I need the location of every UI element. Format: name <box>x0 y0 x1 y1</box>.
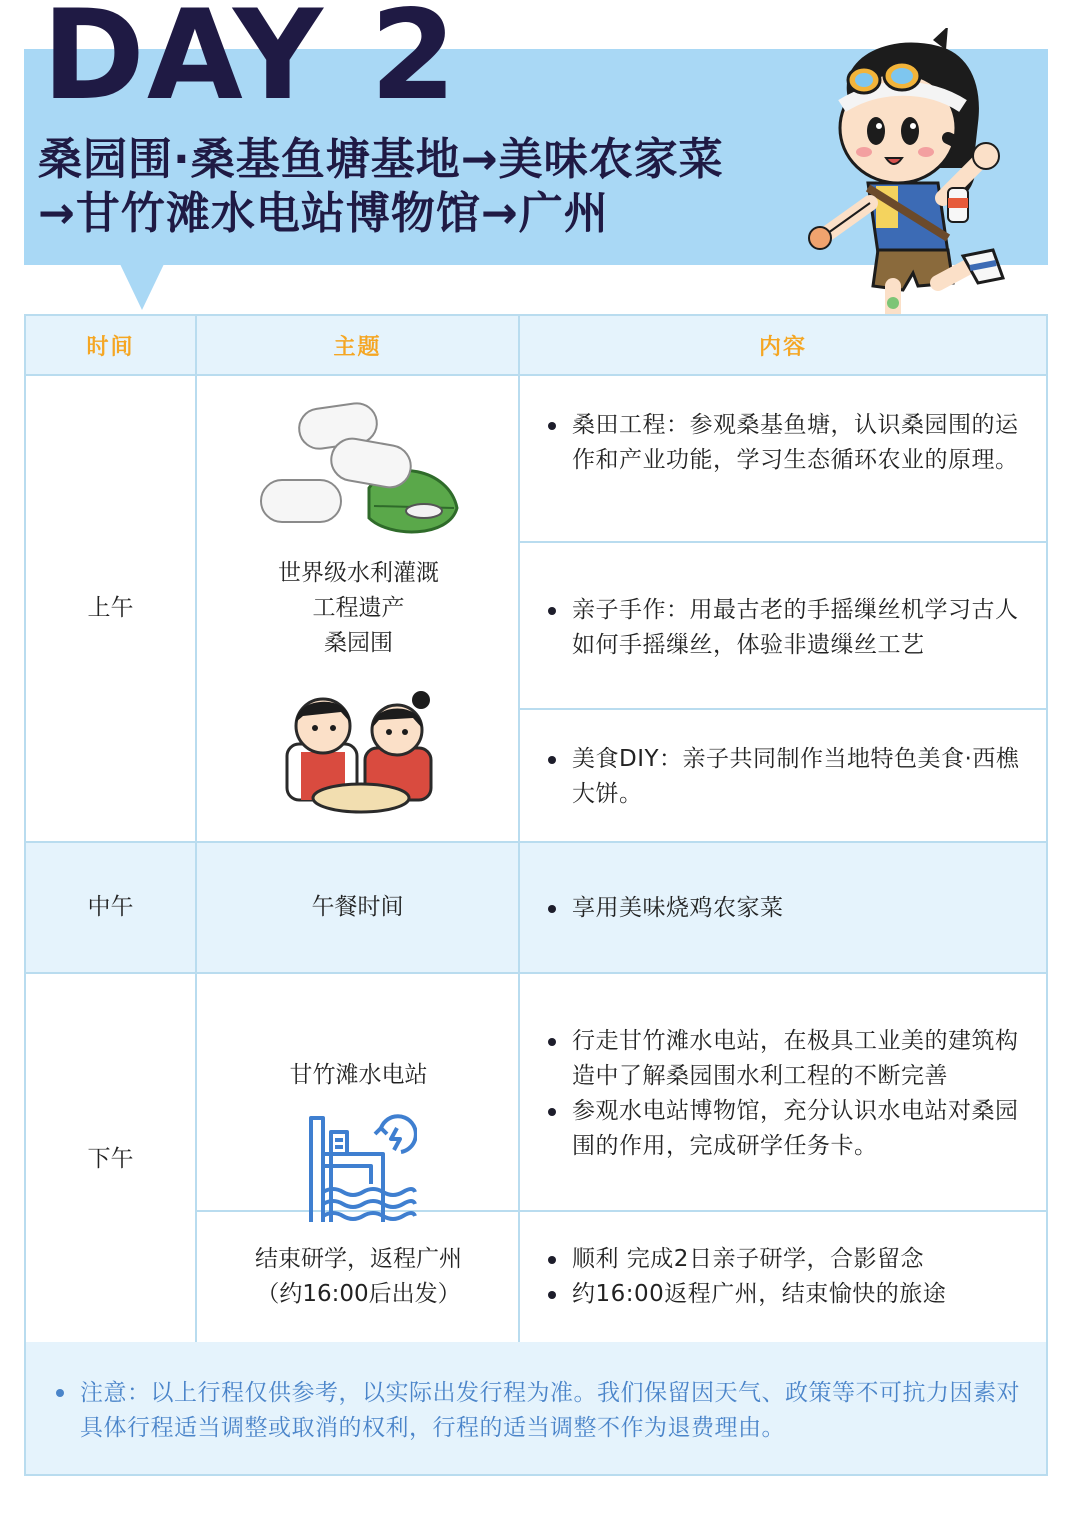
content-cell-noon <box>520 843 1046 974</box>
note-box <box>24 1342 1048 1476</box>
parent-child-cooking-icon <box>281 686 441 816</box>
content-item-morning-1: 桑田工程：参观桑基鱼塘，认识桑园围的运作和产业功能，学习生态循环农业的原理。 <box>544 408 1036 478</box>
content-cell-morning-3 <box>520 710 1046 843</box>
hydropower-station-icon <box>305 1114 417 1226</box>
content-item-morning-3: 美食DIY：亲子共同制作当地特色美食·西樵大饼。 <box>544 742 1036 812</box>
content-cell-afternoon-2 <box>520 1212 1046 1344</box>
content-item-morning-2: 亲子手作：用最古老的手摇缫丝机学习古人如何手摇缫丝，体验非遗缫丝工艺 <box>544 593 1036 663</box>
content-cell-afternoon-1 <box>520 974 1046 1212</box>
time-cell-morning: 上午 <box>26 376 197 843</box>
time-cell-noon: 中午 <box>26 843 197 974</box>
content-item-afternoon-3: 顺利 完成2日亲子研学，合影留念 <box>544 1242 1036 1277</box>
note-text: 注意：以上行程仅供参考，以实际出发行程为准。我们保留因天气、政策等不可抗力因素对具体行程适当调整或取消的权利，行程的适当调整不作为退费理由。 <box>80 1380 1020 1441</box>
theme-cell-afternoon-2 <box>197 1212 520 1344</box>
content-cell-morning-2 <box>520 543 1046 710</box>
theme-afternoon-2-line-1: 结束研学，返程广州 <box>255 1246 462 1272</box>
theme-cell-afternoon-1 <box>197 974 520 1212</box>
column-header-theme: 主题 <box>197 316 520 376</box>
header-pointer <box>120 264 164 310</box>
time-cell-afternoon: 下午 <box>26 974 197 1344</box>
content-item-afternoon-2: 参观水电站博物馆，充分认识水电站对桑园围的作用，完成研学任务卡。 <box>544 1094 1036 1164</box>
content-cell-morning-1 <box>520 376 1046 543</box>
column-header-content: 内容 <box>520 316 1046 376</box>
route-line-1: 桑园围·桑基鱼塘基地→美味农家菜 <box>38 134 724 185</box>
day-title: DAY 2 <box>42 0 459 128</box>
theme-morning-line-1: 世界级水利灌溉 <box>278 560 439 586</box>
column-header-time: 时间 <box>26 316 197 376</box>
mascot-character <box>798 28 1018 358</box>
route-line-2: →甘竹滩水电站博物馆→广州 <box>38 188 609 239</box>
content-item-afternoon-4: 约16:00返程广州，结束愉快的旅途 <box>544 1277 1036 1312</box>
theme-morning-line-3: 桑园围 <box>324 630 393 656</box>
theme-afternoon-1: 甘竹滩水电站 <box>289 1062 428 1088</box>
silkworm-cocoons-icon <box>259 398 459 538</box>
theme-afternoon-2-line-2: （约16:00后出发） <box>256 1281 461 1307</box>
content-item-afternoon-1: 行走甘竹滩水电站，在极具工业美的建筑构造中了解桑园围水利工程的不断完善 <box>544 1024 1036 1094</box>
theme-morning-line-2: 工程遗产 <box>312 595 405 621</box>
content-item-noon: 享用美味烧鸡农家菜 <box>544 891 1036 926</box>
theme-cell-morning <box>197 376 520 843</box>
theme-cell-noon: 午餐时间 <box>197 843 520 974</box>
itinerary-table <box>24 314 1048 1344</box>
